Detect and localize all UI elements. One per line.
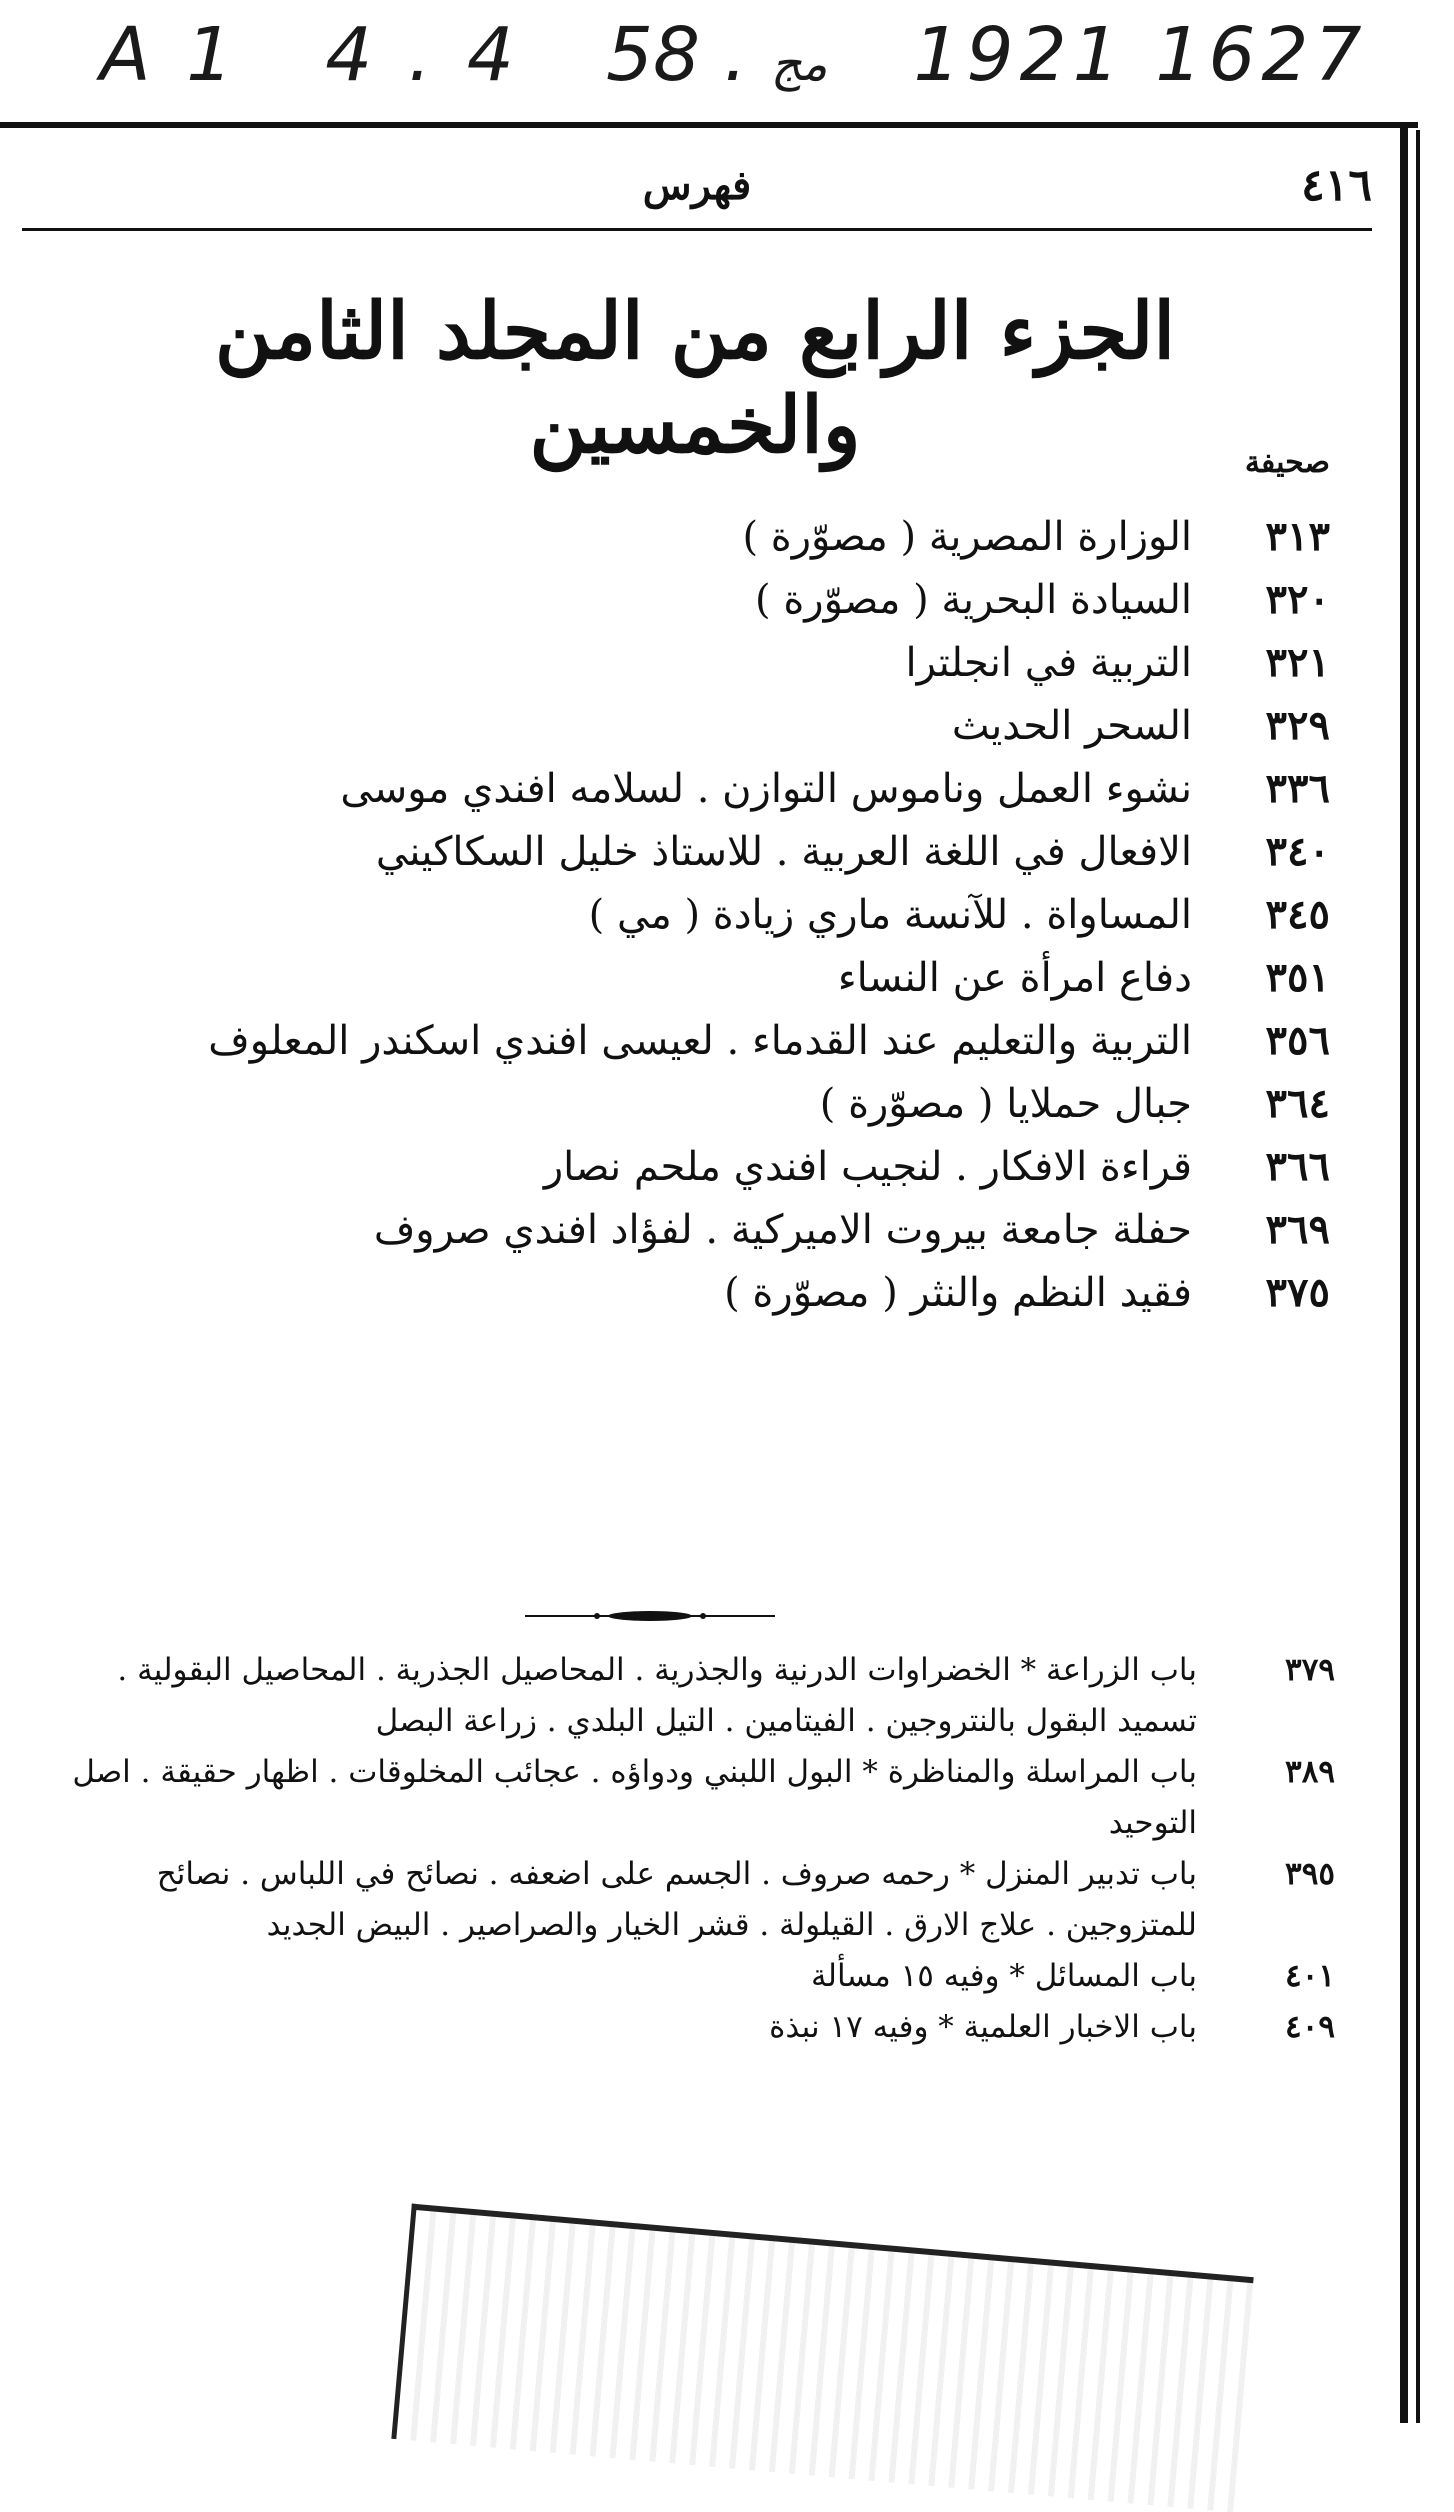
toc-page-number: ٣٣٦	[1265, 765, 1330, 812]
toc-entry	[40, 1072, 1330, 1135]
toc-entry-title: الوزارة المصرية ( مصوّرة )	[742, 513, 1192, 560]
section-entry	[30, 2002, 1335, 2053]
section-page-number: ٣٨٩	[1285, 1754, 1335, 1790]
toc-entry	[40, 568, 1330, 631]
toc-page-number: ٣١٣	[1265, 513, 1330, 560]
toc-entry	[40, 1135, 1330, 1198]
toc-entry	[40, 505, 1330, 568]
toc-entry-title: الافعال في اللغة العربية . للاستاذ خليل السكاكيني	[375, 828, 1192, 875]
toc-page-number: ٣٦٩	[1265, 1206, 1330, 1253]
toc-entry	[40, 820, 1330, 883]
toc-page-number: ٣٢٩	[1265, 702, 1330, 749]
toc-page-number: ٣٦٦	[1265, 1143, 1330, 1190]
page-column-header: صحيفة	[1244, 445, 1330, 480]
toc-page-number: ٣٥٦	[1265, 1017, 1330, 1064]
section-description: باب المراسلة والمناظرة * البول اللبني ودواؤه . عجائب المخلوقات . اظهار حقيقة . اصل التوحيد	[72, 1754, 1197, 1841]
section-entry	[30, 1951, 1335, 2002]
toc-entry-title: السحر الحديث	[951, 702, 1192, 749]
toc-entry-title: جبال حملايا ( مصوّرة )	[819, 1080, 1192, 1127]
toc-entry-title: فقيد النظم والنثر ( مصوّرة )	[724, 1269, 1192, 1316]
section-entry	[30, 1747, 1335, 1849]
section-description: باب المسائل * وفيه ١٥ مسألة	[810, 1958, 1197, 1994]
toc-page-number: ٣٢٠	[1265, 576, 1330, 623]
toc-entry	[40, 1261, 1330, 1324]
library-stamp	[391, 2204, 1253, 2512]
catalog-note-part: A 1	[100, 12, 240, 98]
section-description: باب الاخبار العلمية * وفيه ١٧ نبذة	[769, 2009, 1197, 2045]
toc-entry	[40, 1198, 1330, 1261]
toc-entry-title: المساواة . للآنسة ماري زيادة ( مي )	[588, 891, 1192, 938]
catalog-note-part: 58 . مج	[605, 12, 828, 98]
page-frame-top	[0, 122, 1418, 128]
toc-entry-title: دفاع امرأة عن النساء	[837, 954, 1192, 1001]
page-number: ٤١٦	[1301, 159, 1372, 211]
running-title: فهرس	[642, 161, 752, 209]
toc-entry-title: حفلة جامعة بيروت الاميركية . لفؤاد افندي صروف	[373, 1206, 1192, 1253]
section-page-number: ٣٩٥	[1285, 1856, 1335, 1892]
section-page-number: ٣٧٩	[1285, 1652, 1335, 1688]
page-header	[22, 150, 1372, 220]
section-description: باب تدبير المنزل * رحمه صروف . الجسم على اضعفه . نصائح في اللباس . نصائح للمتزوجين . علاج الارق . القيلولة . قشر الخيار والصراصير . البيض الجديد	[156, 1856, 1197, 1943]
table-of-contents	[40, 505, 1330, 1324]
toc-entry-title: التربية في انجلترا	[905, 639, 1192, 686]
toc-page-number: ٣٥١	[1265, 954, 1330, 1001]
toc-entry-title: نشوء العمل وناموس التوازن . لسلامه افندي موسى	[340, 765, 1192, 812]
toc-entry-title: التربية والتعليم عند القدماء . لعيسى افندي اسكندر المعلوف	[208, 1017, 1192, 1064]
toc-entry-title: السيادة البحرية ( مصوّرة )	[755, 576, 1192, 623]
toc-entry	[40, 883, 1330, 946]
section-page-number: ٤٠١	[1285, 1958, 1335, 1994]
toc-entry	[40, 757, 1330, 820]
regular-sections-list	[30, 1645, 1335, 2053]
toc-page-number: ٣٦٤	[1265, 1080, 1330, 1127]
toc-page-number: ٣٤٠	[1265, 828, 1330, 875]
page-frame-right-inner	[1416, 130, 1420, 2423]
section-page-number: ٤٠٩	[1285, 2009, 1335, 2045]
toc-entry	[40, 694, 1330, 757]
toc-entry	[40, 946, 1330, 1009]
ornament-divider	[525, 1608, 775, 1624]
toc-entry-title: قراءة الافكار . لنجيب افندي ملحم نصار	[543, 1143, 1192, 1190]
page-title: الجزء الرابع من المجلد الثامن والخمسين	[214, 286, 1176, 471]
toc-page-number: ٣٤٥	[1265, 891, 1330, 938]
catalog-note-part: 1921 1627	[913, 12, 1368, 98]
toc-entry	[40, 1009, 1330, 1072]
catalog-note-part: 4 . 4	[325, 12, 520, 98]
section-entry	[30, 1849, 1335, 1951]
section-description: باب الزراعة * الخضراوات الدرنية والجذرية . المحاصيل الجذرية . المحاصيل البقولية . تسميد البقول بالنتروجين . الفيتامين . التيل البلدي . زراعة البصل	[117, 1652, 1197, 1739]
stamp-text	[444, 2235, 1201, 2301]
toc-page-number: ٣٧٥	[1265, 1269, 1330, 1316]
header-rule	[22, 228, 1372, 231]
toc-entry	[40, 631, 1330, 694]
page-frame-right	[1400, 122, 1408, 2423]
handwritten-catalog-note	[0, 0, 1454, 110]
toc-page-number: ٣٢١	[1265, 639, 1330, 686]
section-entry	[30, 1645, 1335, 1747]
